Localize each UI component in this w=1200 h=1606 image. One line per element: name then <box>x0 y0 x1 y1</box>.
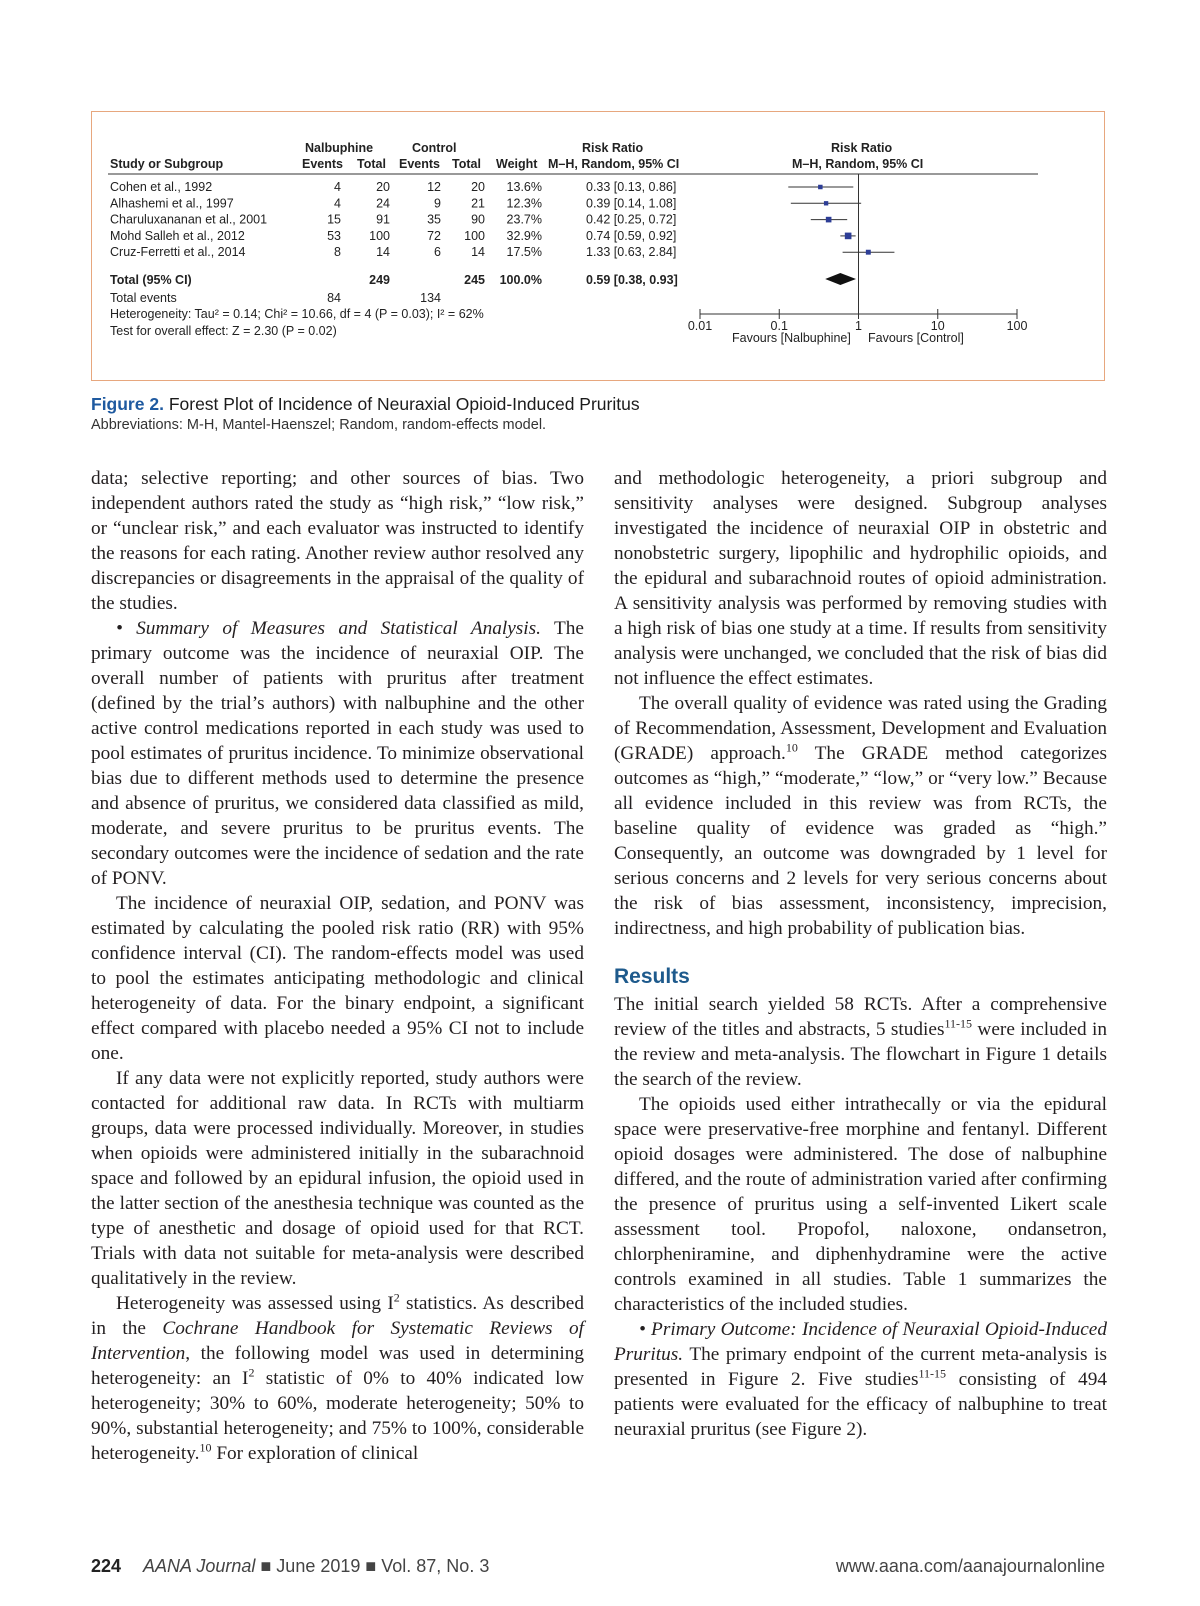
paragraph-text: The overall quality of evidence was rated using the Grading of Recommendation, Assessment, Development and Evaluation (GRADE) approach. <box>614 693 1107 764</box>
overall-effect-text: Test for overall effect: Z = 2.30 (P = 0.02) <box>110 324 337 338</box>
paragraph-text: The GRADE method categorizes outcomes as “high,” “moderate,” “low,” or “very low.” Because all evidence included in this review was from RCTs, the baseline quality of evidence was graded as “high.” Consequently, an outcome was downgraded by 1 level for serious concerns and 2 levels for very serious concerns about the risk of bias assessment, inconsistency, imprecision, indirectness, and high probability of publication bias. <box>614 743 1107 939</box>
total-2: 100 <box>464 228 485 243</box>
study-name: Cohen et al., 1992 <box>110 180 213 194</box>
total-ci: 0.59 [0.38, 0.93] <box>586 273 678 287</box>
total-2: 14 <box>471 245 485 260</box>
total-1: 24 <box>376 196 390 211</box>
figure-caption <box>91 394 640 415</box>
citation: 10 <box>199 1440 212 1455</box>
journal-issue: ■ June 2019 ■ Vol. 87, No. 3 <box>255 1556 490 1576</box>
journal-url: www.aana.com/aanajournalonline <box>835 1556 1105 1576</box>
point-estimate <box>845 233 852 240</box>
total-label: Total (95% CI) <box>110 273 192 287</box>
paragraph <box>614 691 1107 941</box>
events-2: 9 <box>434 196 441 211</box>
events-1: 15 <box>327 212 341 227</box>
point-estimate <box>826 217 832 223</box>
paragraph: The opioids used either intrathecally or via the epidural space were preservative-free morphine and fentanyl. Different opioid dosages were administered. The dose of nalbuphine differed, and the route of administration varied after confirming the presence of pruritus using a self-invented Likert scale assessment tool. Propofol, naloxone, ondansetron, chlorpheniramine, and diphenhydramine were the active controls examined in all studies. Table 1 summarizes the characteristics of the included studies. <box>614 1094 1107 1315</box>
total-1: 249 <box>369 273 390 287</box>
journal-name: AANA Journal <box>143 1556 256 1576</box>
book-title: Cochrane Handbook for Systematic Reviews of Intervention <box>91 1318 584 1364</box>
superscript: 2 <box>248 1365 255 1380</box>
events-2: 12 <box>427 180 441 194</box>
header-plot-risk-ratio: Risk Ratio <box>831 141 893 155</box>
header-total-1: Total <box>357 157 386 171</box>
paragraph: data; selective reporting; and other sources of bias. Two independent authors rated the study as “high risk,” “low risk,” or “unclear risk,” and each evaluator was instructed to identify the reasons for each rating. Another review author resolved any discrepancies or disagreements in the appraisal of the quality of the studies. <box>91 468 584 614</box>
subheading: • Summary of Measures and Statistical Analysis. <box>116 618 541 639</box>
events-1: 53 <box>327 228 341 243</box>
total-2: 245 <box>464 273 485 287</box>
plot-axis <box>688 174 1028 333</box>
total-events-1: 84 <box>327 291 341 305</box>
risk-ratio-ci: 0.39 [0.14, 1.08] <box>586 196 677 211</box>
x-tick-label: 10 <box>930 319 945 333</box>
weight: 12.3% <box>506 196 542 211</box>
paragraph-text: statistic of 0% to 40% indicated low heterogeneity; 30% to 60%, moderate heterogeneity; 50% to 90%, substantial heterogeneity; and 75% to 100%, considerable heterogeneity. <box>91 1368 585 1464</box>
weight: 17.5% <box>506 245 542 260</box>
header-control: Control <box>412 141 457 155</box>
weight: 32.9% <box>506 228 542 243</box>
heterogeneity-text: Heterogeneity: Tau² = 0.14; Chi² = 10.66, df = 4 (P = 0.03); I² = 62% <box>110 307 484 321</box>
citation: 11-15 <box>944 1016 973 1031</box>
events-2: 35 <box>427 212 441 227</box>
events-1: 8 <box>334 245 341 260</box>
citation: 11-15 <box>918 1366 947 1381</box>
study-name: Alhashemi et al., 1997 <box>110 196 234 211</box>
page-footer <box>91 1556 489 1577</box>
paragraph-text: , the following model was used in determining heterogeneity: an I <box>91 1343 584 1389</box>
paragraph: The incidence of neuraxial OIP, sedation, and PONV was estimated by calculating the pooled risk ratio (RR) with 95% confidence interval (CI). The random-effects model was used to pool the estimates anticipating methodologic and clinical heterogeneity of data. For the binary endpoint, a significant effect compared with placebo needed a 95% CI not to include one. <box>91 893 584 1064</box>
header-total-2: Total <box>452 157 481 171</box>
header-events-1: Events <box>302 157 343 171</box>
study-name: Mohd Salleh et al., 2012 <box>110 228 245 243</box>
x-tick-label: 0.01 <box>687 319 713 333</box>
figure-title: Forest Plot of Incidence of Neuraxial Opioid-Induced Pruritus <box>168 394 640 414</box>
weight: 13.6% <box>506 180 542 194</box>
paragraph: and methodologic heterogeneity, a priori subgroup and sensitivity analyses were designed. Subgroup analyses investigated the incidence of neuraxial OIP in obstetric and nonobstetric surgery, lipophilic and hydrophilic opioids, and the epidural and subarachnoid routes of opioid administration. A sensitivity analysis was performed by removing studies with a high risk of bias one study at a time. If results from sensitivity analysis were unchanged, we concluded that the risk of bias did not influence the effect estimates. <box>614 468 1107 689</box>
risk-ratio-ci: 0.33 [0.13, 0.86] <box>586 180 677 194</box>
paragraph-text: The primary endpoint of the current meta-analysis is presented in Figure 2. Five studies <box>614 1344 1107 1390</box>
total-1: 100 <box>369 228 390 243</box>
total-2: 21 <box>471 196 485 211</box>
total-2: 20 <box>471 180 485 194</box>
header-method: M–H, Random, 95% CI <box>548 157 680 171</box>
pooled-diamond <box>825 273 856 285</box>
x-tick-label: 100 <box>1006 319 1028 333</box>
total-weight: 100.0% <box>499 273 542 287</box>
paragraph-text: For exploration of clinical <box>211 1443 419 1464</box>
paragraph-text: consisting of 494 patients were evaluated for the efficacy of nalbuphine to treat neuraxial pruritus (see Figure 2). <box>614 1369 1107 1440</box>
risk-ratio-ci: 0.42 [0.25, 0.72] <box>586 212 677 227</box>
forest-plot-figure <box>91 111 1105 381</box>
x-tick-label: 0.1 <box>770 319 788 333</box>
header-weight: Weight <box>496 157 538 171</box>
total-1: 91 <box>376 212 390 227</box>
study-rows <box>110 180 676 259</box>
events-1: 4 <box>334 180 341 194</box>
favours-left: Favours [Nalbuphine] <box>732 331 851 345</box>
study-name: Charuluxananan et al., 2001 <box>110 212 268 227</box>
x-tick-label: 1 <box>855 319 862 333</box>
risk-ratio-ci: 1.33 [0.63, 2.84] <box>586 245 677 260</box>
subheading: • Primary Outcome: Incidence of Neuraxial Opioid-Induced Pruritus. <box>614 1319 1107 1365</box>
superscript: 2 <box>393 1290 400 1305</box>
paragraph-text: statistics. As described in the <box>91 1293 584 1339</box>
total-1: 14 <box>376 245 390 260</box>
header-nalbuphine: Nalbuphine <box>305 141 374 155</box>
point-estimate <box>866 250 871 255</box>
paragraph-text: were included in the review and meta-analysis. The flowchart in Figure 1 details the search of the review. <box>614 1019 1108 1090</box>
header-plot-method: M–H, Random, 95% CI <box>792 157 924 171</box>
events-1: 4 <box>334 196 341 211</box>
events-2: 72 <box>427 228 441 243</box>
page-number: 224 <box>91 1556 122 1576</box>
favours-right: Favours [Control] <box>868 331 964 345</box>
header-risk-ratio: Risk Ratio <box>582 141 644 155</box>
point-estimate <box>818 185 822 189</box>
total-1: 20 <box>376 180 390 194</box>
left-column <box>91 466 584 1466</box>
study-name: Cruz-Ferretti et al., 2014 <box>110 245 246 260</box>
paragraph <box>614 992 1107 1092</box>
weight: 23.7% <box>506 212 542 227</box>
paragraph-text: The initial search yielded 58 RCTs. After a comprehensive review of the titles and abstracts, 5 studies <box>614 994 1107 1040</box>
paragraph-text: The primary outcome was the incidence of neuraxial OIP. The overall number of patients with pruritus after treatment (defined by the trial’s authors) with nalbuphine and the other active control medications reported in each study was used to pool estimates of pruritus incidence. To minimize observational bias due to different methods used to determine the presence and absence of pruritus, we considered data classified as mild, moderate, and severe pruritus to be pruritus events. The secondary outcomes were the incidence of sedation and the rate of PONV. <box>91 618 584 889</box>
point-estimate <box>824 201 828 205</box>
header-events-2: Events <box>399 157 440 171</box>
total-events-2: 134 <box>420 291 441 305</box>
header-study: Study or Subgroup <box>110 157 224 171</box>
total-2: 90 <box>471 212 485 227</box>
figure-label: Figure 2. <box>91 394 164 414</box>
citation: 10 <box>785 740 798 755</box>
total-events-label: Total events <box>110 291 177 305</box>
forest-plot <box>92 112 1106 382</box>
paragraph: If any data were not explicitly reported, study authors were contacted for additional raw data. In RCTs with multiarm groups, data were processed individually. Moreover, in studies when opioids were administered initially in the subarachnoid space and followed by an epidural infusion, the opioid used in the latter section of the anesthesia technique was counted as the type of anesthetic and dosage of opioid used for that RCT. Trials with data not suitable for meta-analysis were described qualitatively in the review. <box>91 1068 584 1289</box>
paragraph <box>614 1317 1107 1442</box>
paragraph-text: Heterogeneity was assessed using I <box>116 1293 394 1314</box>
paragraph <box>91 616 584 891</box>
right-column <box>614 466 1107 1442</box>
risk-ratio-ci: 0.74 [0.59, 0.92] <box>586 228 677 243</box>
results-heading: Results <box>614 965 690 988</box>
plot-marks <box>788 185 894 285</box>
figure-abbreviations: Abbreviations: M-H, Mantel-Haenszel; Random, random-effects model. <box>91 417 547 433</box>
paragraph <box>91 1291 584 1466</box>
events-2: 6 <box>434 245 441 260</box>
